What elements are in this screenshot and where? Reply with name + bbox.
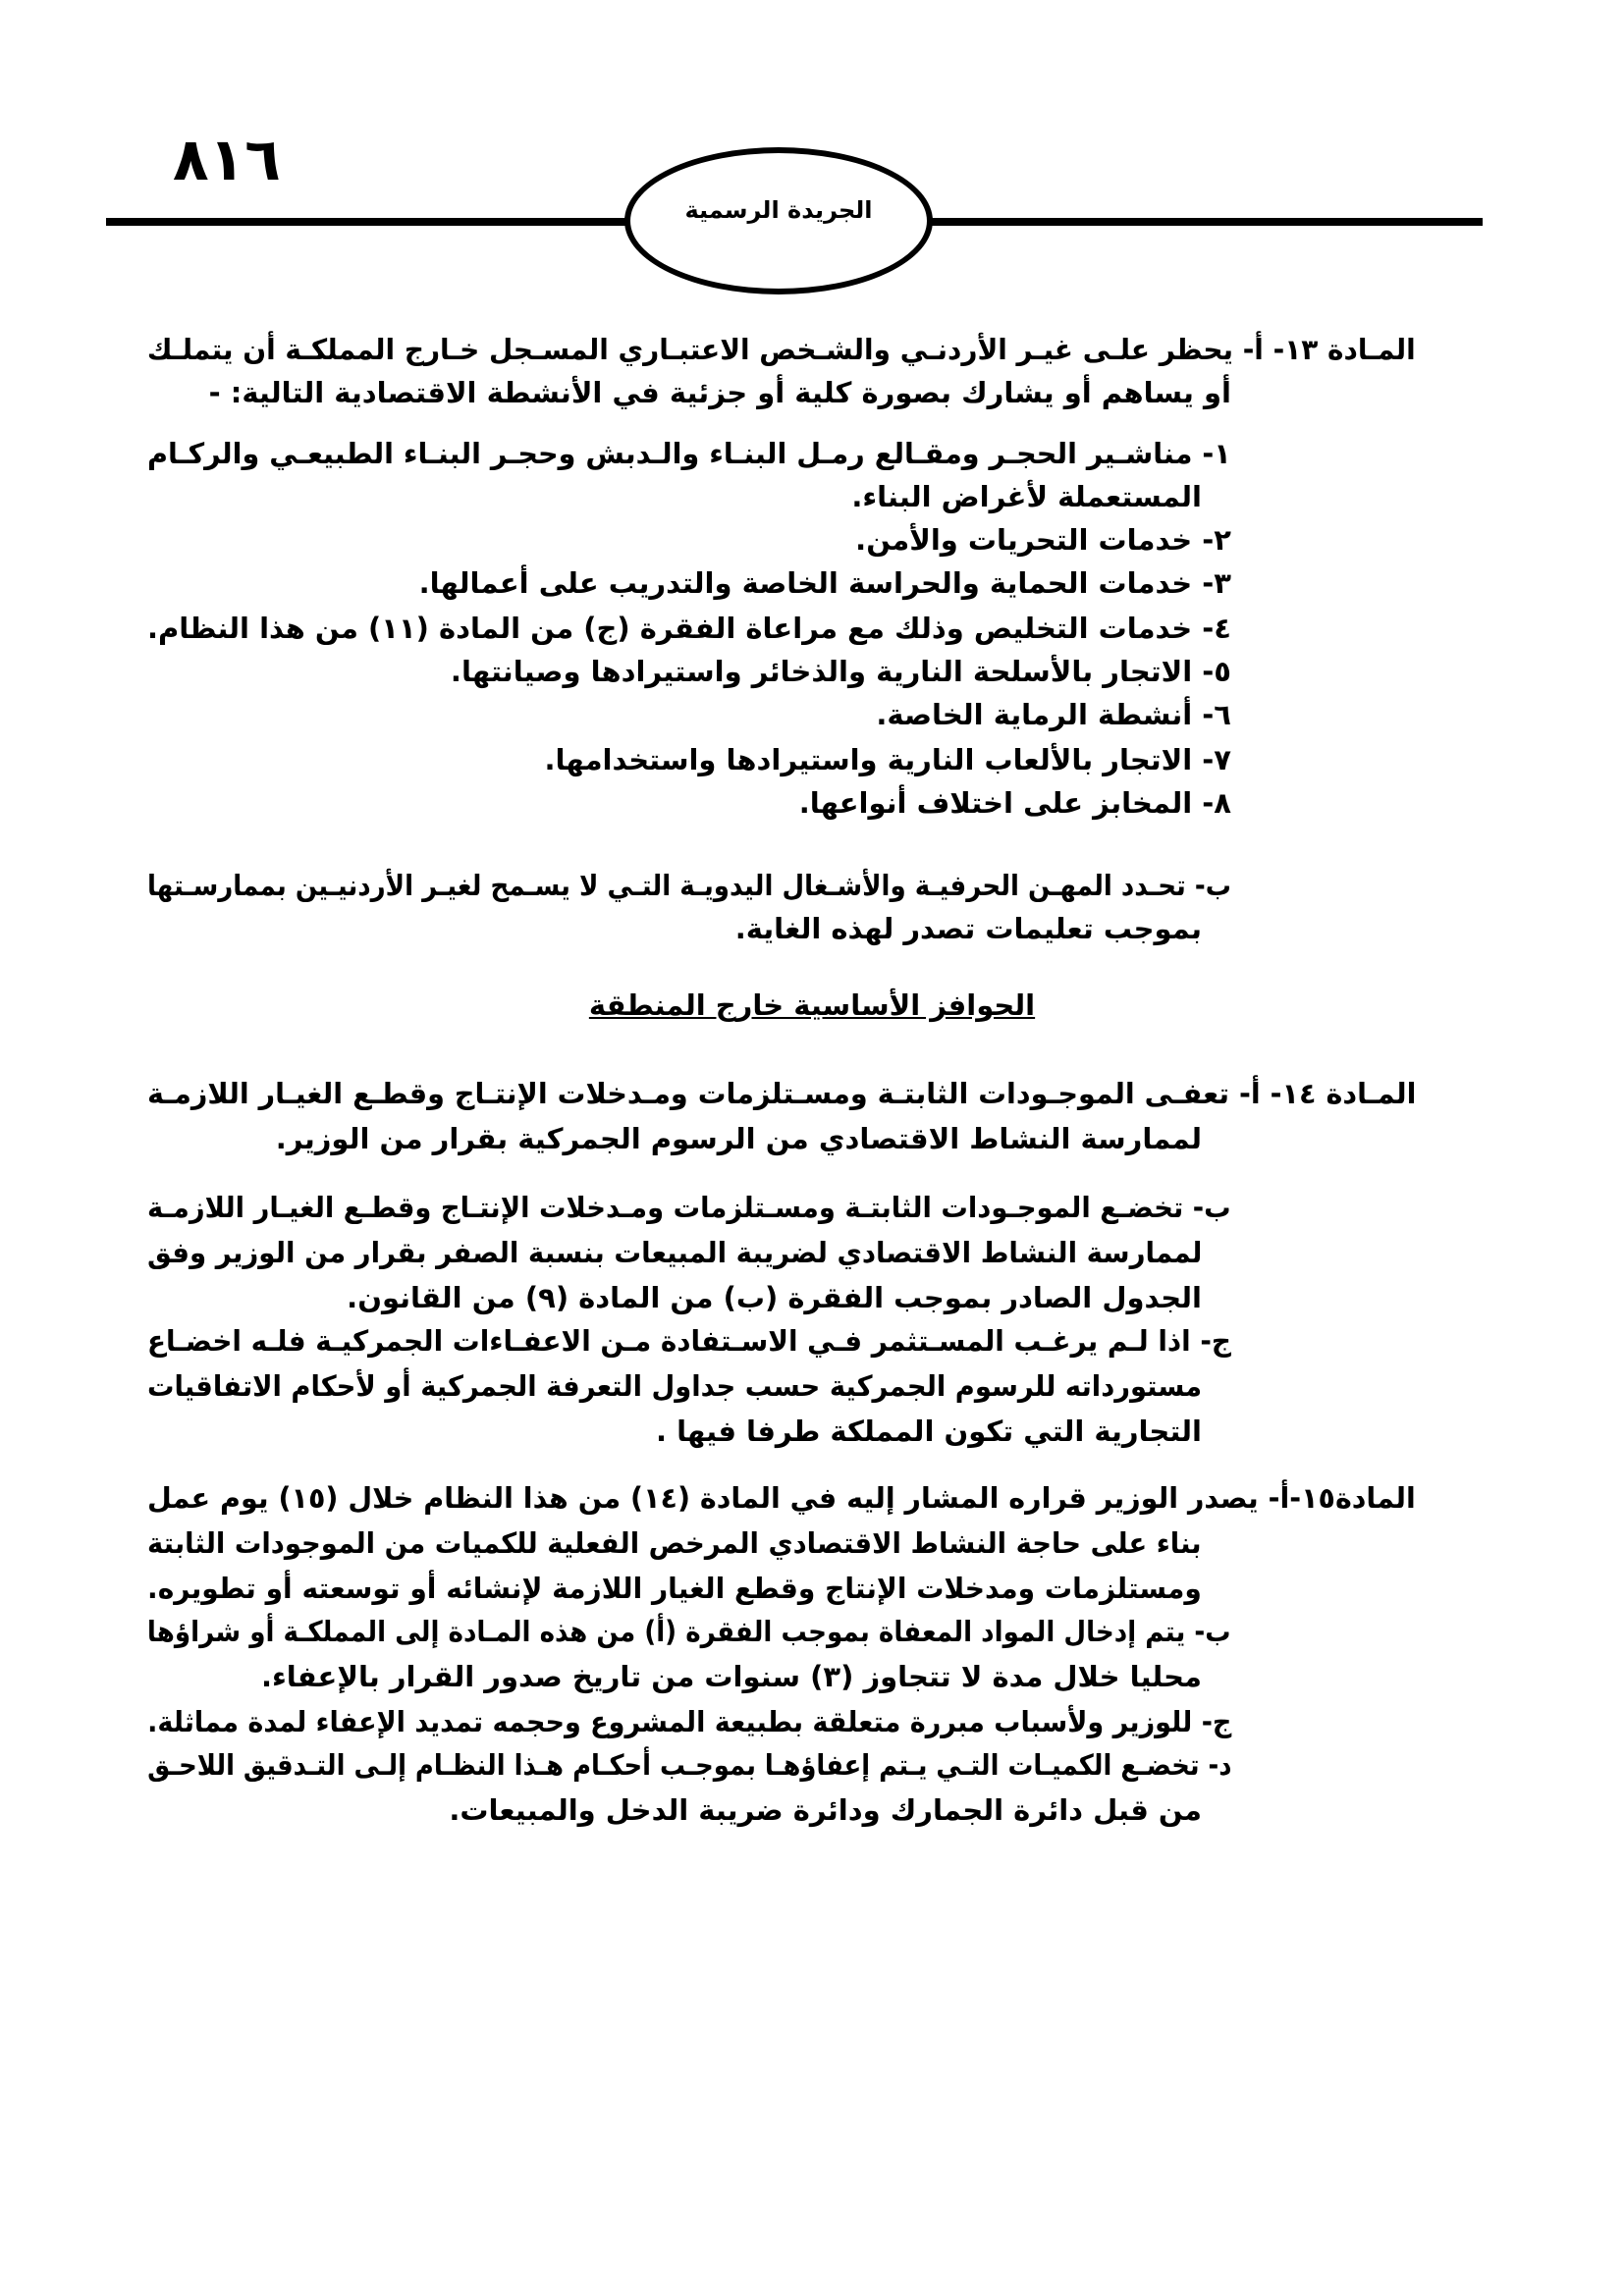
article13-line: ١- مناشـير الحجـر ومقـالع رمـل البنـاء والـدبش وحجـر البنـاء الطبيعـي والركـام — [147, 437, 1231, 470]
article13-line: أو يساهم أو يشارك بصورة كلية أو جزئية في الأنشطة الاقتصادية التالية: - — [208, 376, 1231, 409]
article14-line: المـادة ١٤- أ- تعفـى الموجـودات الثابتـة ومسـتلزمات ومـدخلات الإنتـاج وقطـع الغيـار اللازمـة — [146, 1077, 1416, 1110]
article15-line: من قبل دائرة الجمارك ودائرة ضريبة الدخل والمبيعات. — [449, 1793, 1202, 1827]
article14-line: ب- تخضـع الموجـودات الثابتـة ومسـتلزمات ومـدخلات الإنتـاج وقطـع الغيـار اللازمـة — [147, 1191, 1231, 1224]
article13-line: ٥- الاتجار بالأسلحة النارية والذخائر واستيرادها وصيانتها. — [450, 655, 1231, 688]
article13-line: ٤- خدمات التخليص وذلك مع مراعاة الفقرة (ج) من المادة (١١) من هذا النظام. — [147, 612, 1231, 645]
article15-line: محليا خلال مدة لا تتجاوز (٣) سنوات من تاريخ صدور القرار بالإعفاء. — [260, 1660, 1202, 1693]
article15-line: ومستلزمات ومدخلات الإنتاج وقطع الغيار اللازمة لإنشائه أو توسعته أو تطويره. — [147, 1572, 1202, 1605]
article14-line: مستورداته للرسوم الجمركية حسب جداول التعرفة الجمركية أو لأحكام الاتفاقيات — [146, 1369, 1202, 1403]
article15-line: د- تخضـع الكميـات التـي يـتم إعفاؤهـا بموجـب أحكـام هـذا النظـام إلـى التـدقيق اللاحـق — [146, 1748, 1231, 1782]
article13-line: ٧- الاتجار بالألعاب النارية واستيرادها واستخدامها. — [544, 743, 1231, 776]
section-heading: الحوافز الأساسية خارج المنطقة — [588, 988, 1036, 1022]
page-number: ٨١٦ — [173, 126, 281, 194]
article13-line: بموجب تعليمات تصدر لهذه الغاية. — [734, 912, 1202, 945]
article13-line: ٨- المخابز على اختلاف أنواعها. — [798, 786, 1231, 820]
header-rule-left — [106, 218, 634, 226]
article15-line: بناء على حاجة النشاط الاقتصادي المرخص الفعلية للكميات من الموجودات الثابتة — [147, 1526, 1202, 1560]
article14-line: لممارسة النشاط الاقتصادي من الرسوم الجمركية بقرار من الوزير. — [275, 1122, 1202, 1155]
article15-line: ج- للوزير ولأسباب مبررة متعلقة بطبيعة المشروع وحجمه تمديد الإعفاء لمدة مماثلة. — [146, 1705, 1231, 1738]
article15-line: ب- يتم إدخال المواد المعفاة بموجب الفقرة (أ) من هذه المـادة إلى المملكـة أو شراؤها — [147, 1615, 1231, 1648]
article14-line: ج- اذا لـم يرغـب المسـتثمر فـي الاسـتفادة مـن الاعفـاءات الجمركيـة فلـه اخضـاع — [146, 1324, 1231, 1358]
gazette-title: الجريدة الرسمية — [684, 196, 873, 224]
article13-line: ٢- خدمات التحريات والأمن. — [855, 523, 1231, 557]
article13-line: المستعملة لأغراض البناء. — [851, 480, 1202, 513]
article15-line: المادة١٥-أ- يصدر الوزير قراره المشار إليه في المادة (١٤) من هذا النظام خلال (١٥) يوم عمل — [147, 1481, 1416, 1515]
article13-line: ب- تحـدد المهـن الحرفيـة والأشـغال اليدويـة التـي لا يسـمح لغيـر الأردنيـين بممارسـتها — [147, 869, 1231, 902]
article13-line: ٣- خدمات الحماية والحراسة الخاصة والتدريب على أعمالها. — [418, 566, 1231, 600]
article14-line: التجارية التي تكون المملكة طرفا فيها . — [655, 1415, 1202, 1448]
article14-line: الجدول الصادر بموجب الفقرة (ب) من المادة (٩) من القانون. — [347, 1281, 1202, 1314]
article14-line: لممارسة النشاط الاقتصادي لضريبة المبيعات بنسبة الصفر بقرار من الوزير وفق — [146, 1236, 1202, 1269]
header-rule-right — [931, 218, 1483, 226]
article13-line: ٦- أنشطة الرماية الخاصة. — [876, 698, 1231, 731]
article13-line: المـادة ١٣- أ- يحظر علـى غيـر الأردنـي والشـخص الاعتبـاري المسـجل خـارج المملكـة أن يتملـك — [147, 333, 1416, 366]
